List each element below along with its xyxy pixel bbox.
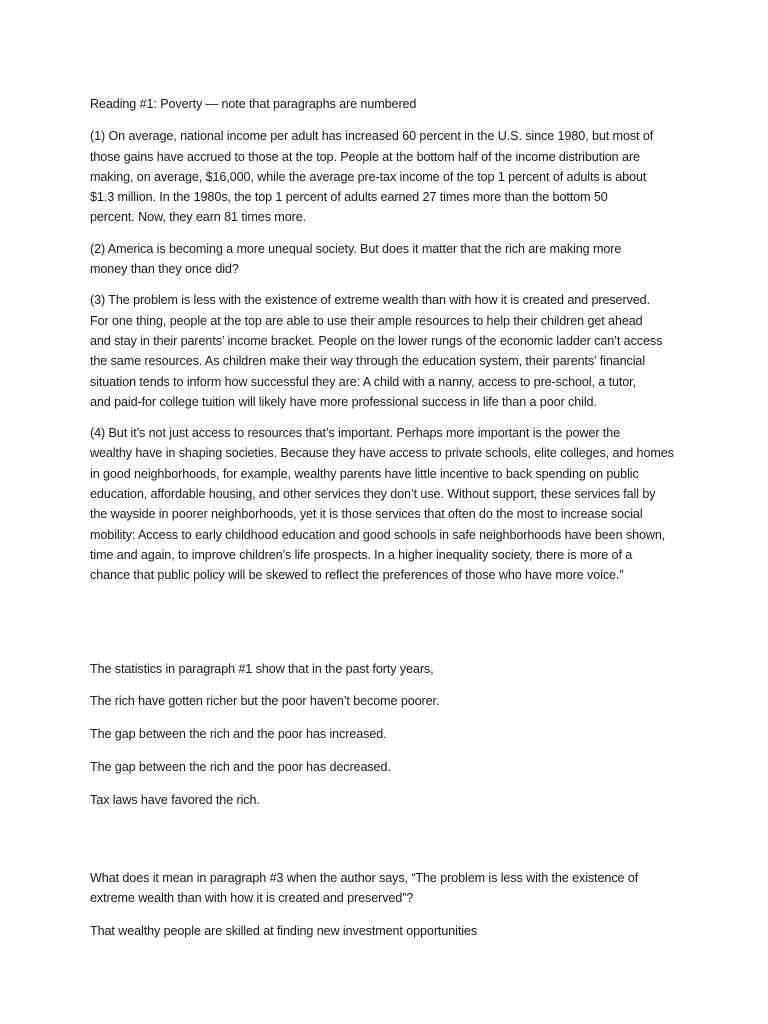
question-1-prompt [90, 659, 675, 679]
option-text: Tax laws have favored the rich. [90, 792, 260, 807]
paragraph-line: education, affordable housing, and other services they don’t use. Without support, these services fall by [90, 487, 656, 502]
question-prompt-text: extreme wealth than with how it is created and preserved”? [90, 890, 414, 905]
paragraph-line: and paid-for college tuition will likely have more professional success in life than a poor child. [90, 394, 597, 409]
paragraph-line: (4) But it’s not just access to resources that’s important. Perhaps more important is the power the [90, 426, 621, 441]
paragraph-4 [90, 423, 675, 585]
question-prompt-text: The statistics in paragraph #1 show that in the past forty years, [90, 661, 434, 676]
question-2-prompt [90, 868, 675, 909]
paragraph-line: the wayside in poorer neighborhoods, yet it is those services that often do the most to increase social [90, 507, 643, 522]
question-2-option-a [90, 921, 675, 941]
paragraph-1 [90, 126, 675, 227]
option-text: The rich have gotten richer but the poor haven’t become poorer. [90, 694, 440, 709]
paragraph-line: making, on average, $16,000, while the average pre-tax income of the top 1 percent of adults is about [90, 169, 647, 184]
question-1-option-b [90, 724, 675, 744]
question-1-option-c [90, 757, 675, 777]
document-page [90, 94, 675, 953]
paragraph-line: in good neighborhoods, for example, wealthy parents have little incentive to back spending on public [90, 466, 639, 481]
question-prompt-text: What does it mean in paragraph #3 when the author says, “The problem is less with the existence of [90, 870, 639, 885]
paragraph-3 [90, 290, 675, 412]
paragraph-line: chance that public policy will be skewed to reflect the preferences of those who have more voice.” [90, 568, 624, 583]
paragraph-line: situation tends to inform how successful they are: A child with a nanny, access to pre-school, a tutor, [90, 374, 636, 389]
option-text: That wealthy people are skilled at finding new investment opportunities [90, 923, 478, 938]
question-1-option-d [90, 790, 675, 810]
paragraph-line: percent. Now, they earn 81 times more. [90, 210, 306, 225]
reading-heading [90, 94, 675, 114]
question-1-option-a [90, 691, 675, 711]
paragraph-line: and stay in their parents’ income bracket. People on the lower rungs of the economic ladder can’t access [90, 333, 663, 348]
paragraph-line: (3) The problem is less with the existence of extreme wealth than with how it is created and preserved. [90, 293, 650, 308]
paragraph-line: $1.3 million. In the 1980s, the top 1 percent of adults earned 27 times more than the bottom 50 [90, 190, 608, 205]
paragraph-line: wealthy have in shaping societies. Because they have access to private schools, elite colleges, and homes [90, 446, 674, 461]
heading-text: Reading #1: Poverty — note that paragraphs are numbered [90, 97, 417, 111]
option-text: The gap between the rich and the poor has increased. [90, 727, 387, 742]
paragraph-line: mobility: Access to early childhood education and good schools in safe neighborhoods have been shown, [90, 527, 666, 542]
paragraph-line: (2) America is becoming a more unequal society. But does it matter that the rich are making more [90, 241, 622, 256]
paragraph-line: money than they once did? [90, 262, 239, 277]
question-2 [90, 868, 675, 941]
paragraph-line: the same resources. As children make their way through the education system, their parents’ financial [90, 354, 646, 369]
section-spacer [90, 586, 675, 659]
paragraph-line: (1) On average, national income per adult has increased 60 percent in the U.S. since 1980, but most of [90, 129, 654, 144]
question-1 [90, 659, 675, 810]
paragraph-2 [90, 239, 675, 280]
section-spacer [90, 823, 675, 868]
option-text: The gap between the rich and the poor has decreased. [90, 759, 391, 774]
paragraph-line: those gains have accrued to those at the top. People at the bottom half of the income distribution are [90, 149, 640, 164]
paragraph-line: For one thing, people at the top are able to use their ample resources to help their children get ahead [90, 313, 643, 328]
paragraph-line: time and again, to improve children’s life prospects. In a higher inequality society, there is more of a [90, 547, 633, 562]
